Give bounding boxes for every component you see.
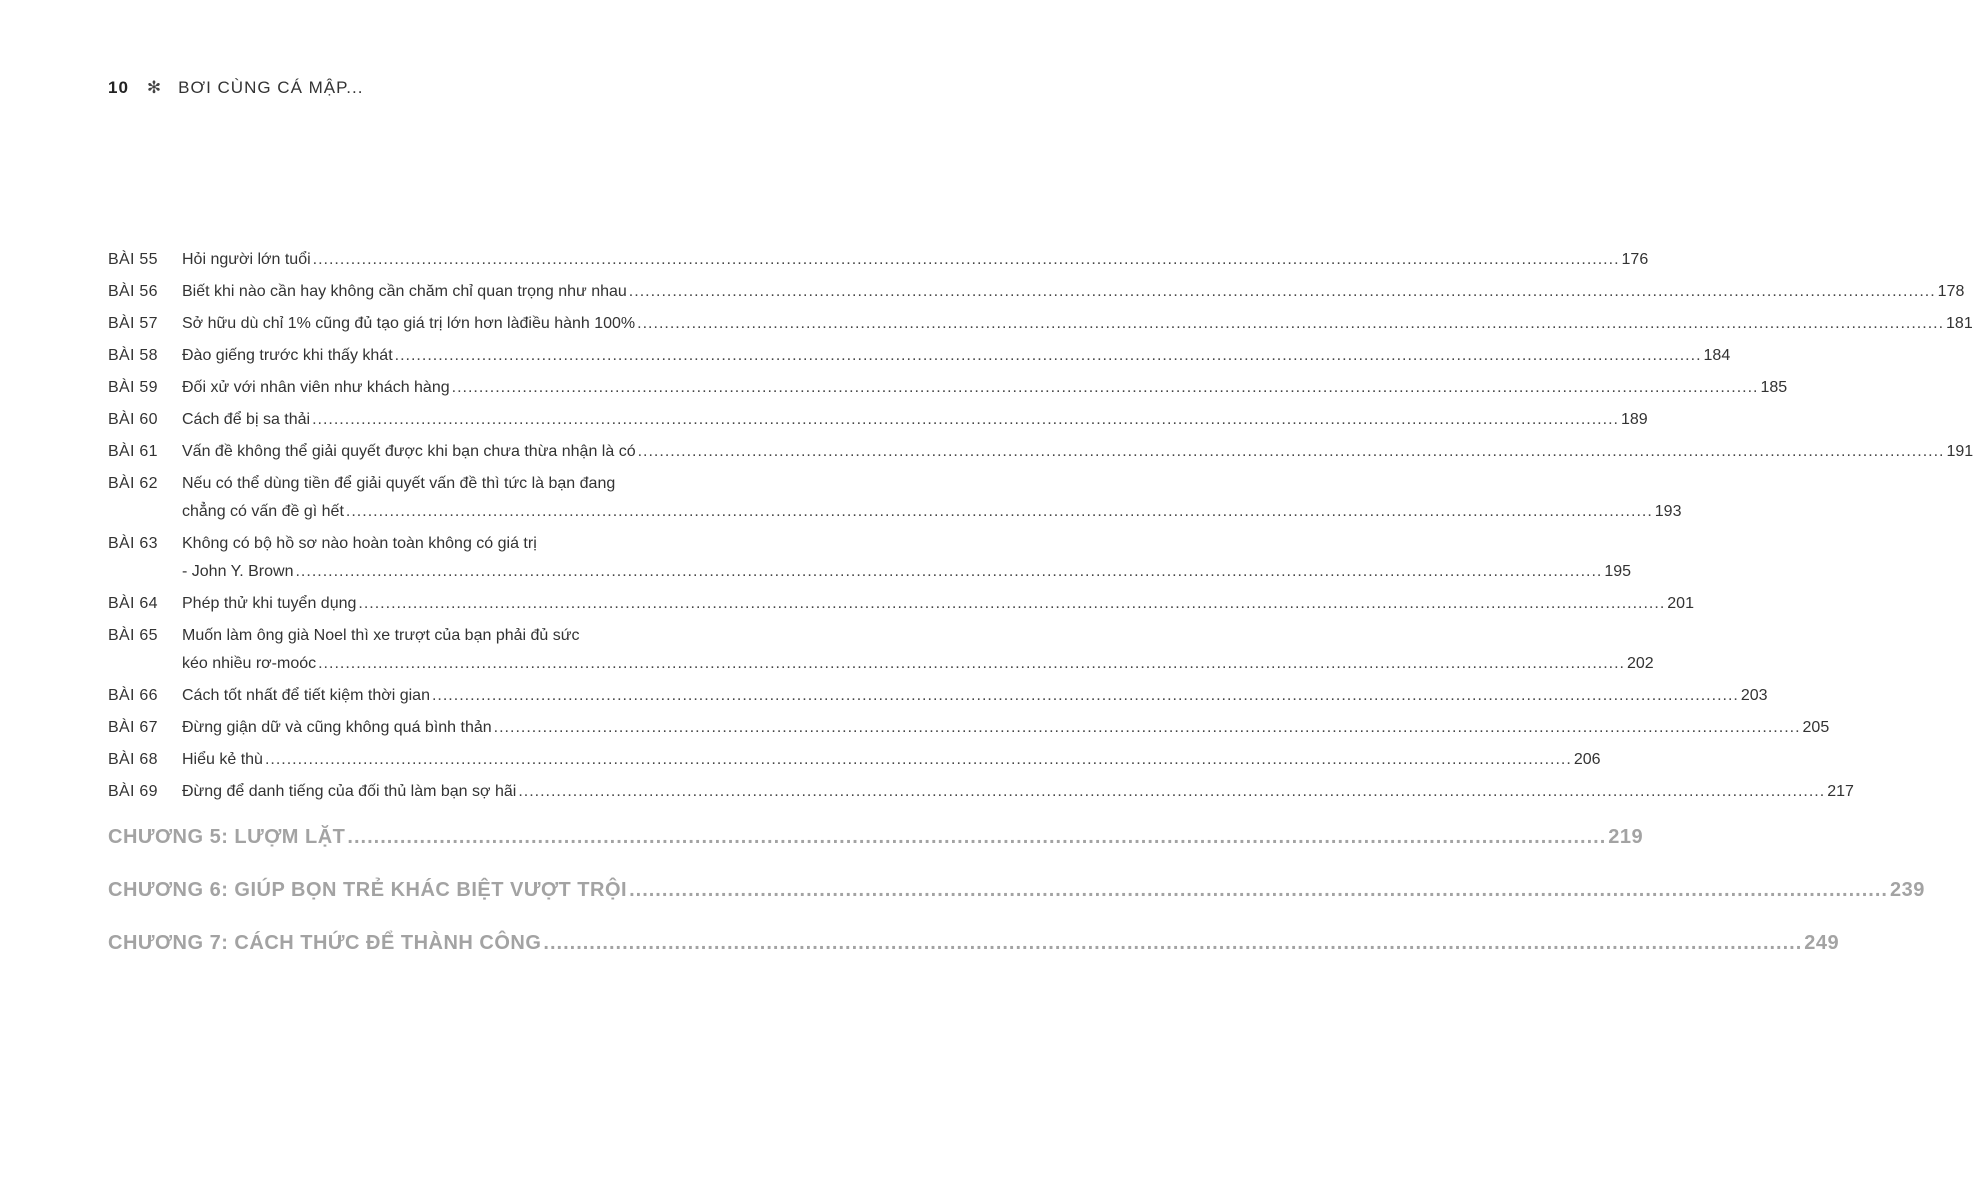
entry-line xyxy=(182,714,1829,742)
lesson-title: Đừng để danh tiếng của đối thủ làm bạn sợ hãi xyxy=(182,783,517,800)
entry-body xyxy=(182,714,1829,742)
lesson-label: BÀI 68 xyxy=(108,751,158,768)
lesson-label: BÀI 59 xyxy=(108,379,158,396)
lesson-label: BÀI 64 xyxy=(108,595,158,612)
page-ref: 184 xyxy=(1703,347,1731,364)
lesson-title: Biết khi nào cần hay không cần chăm chỉ quan trọng như nhau xyxy=(182,283,627,300)
lesson-title: chẳng có vấn đề gì hết xyxy=(182,503,344,520)
table-of-contents xyxy=(108,246,1973,955)
lesson-title: Muốn làm ông già Noel thì xe trượt của bạn phải đủ sức xyxy=(182,627,580,644)
lesson-label: BÀI 58 xyxy=(108,347,158,364)
dot-leader xyxy=(318,650,1625,678)
chapter-entry xyxy=(108,826,1644,849)
lesson-title: Cách để bị sa thải xyxy=(182,411,311,428)
lesson-label: BÀI 63 xyxy=(108,535,158,552)
entry-line xyxy=(182,310,1973,338)
entry-line xyxy=(182,374,1787,402)
entry-line xyxy=(182,622,1654,650)
page-ref: 193 xyxy=(1654,503,1682,520)
entry-body xyxy=(182,682,1768,710)
entry-line xyxy=(182,438,1973,466)
page-ref: 217 xyxy=(1827,783,1854,800)
lesson-label: BÀI 60 xyxy=(108,411,158,428)
lesson-title: kéo nhiều rơ-moóc xyxy=(182,655,317,672)
toc-entry xyxy=(108,530,1632,586)
entry-body xyxy=(182,278,1964,306)
dot-leader xyxy=(638,438,1945,466)
lesson-label: BÀI 69 xyxy=(108,783,158,800)
dot-leader xyxy=(518,778,1825,806)
chapter-page-ref: 249 xyxy=(1804,932,1840,954)
entry-line xyxy=(182,746,1601,774)
dot-leader xyxy=(432,682,1739,710)
page-ref: 195 xyxy=(1604,563,1632,580)
book-title: BƠI CÙNG CÁ MẬP... xyxy=(178,78,364,97)
dot-leader xyxy=(629,879,1888,902)
chapter-page-ref: 219 xyxy=(1608,826,1644,848)
page-ref: 201 xyxy=(1667,595,1694,612)
chapter-title: CHƯƠNG 6: GIÚP BỌN TRẺ KHÁC BIỆT VƯỢT TRỘI xyxy=(108,879,628,901)
lesson-title: Đối xử với nhân viên như khách hàng xyxy=(182,379,450,396)
dot-leader xyxy=(494,714,1801,742)
chapter-list xyxy=(108,826,1925,955)
lesson-title: Phép thử khi tuyển dụng xyxy=(182,595,357,612)
running-header xyxy=(108,78,363,98)
entry-body xyxy=(182,374,1787,402)
toc-entry xyxy=(108,714,1830,742)
lesson-title: Nếu có thể dùng tiền để giải quyết vấn đề thì tức là bạn đang xyxy=(182,475,616,492)
lesson-label: BÀI 62 xyxy=(108,475,158,492)
toc-entry xyxy=(108,438,1973,466)
dot-leader xyxy=(347,826,1606,849)
entry-line xyxy=(182,558,1631,586)
entry-line xyxy=(182,406,1648,434)
page-ref: 202 xyxy=(1626,655,1654,672)
toc-entry xyxy=(108,342,1731,370)
entry-body xyxy=(182,406,1648,434)
page-ref: 185 xyxy=(1760,379,1788,396)
lesson-list xyxy=(108,246,1973,806)
toc-entry xyxy=(108,406,1648,434)
entry-body xyxy=(182,342,1730,370)
page-ref: 203 xyxy=(1740,687,1768,704)
dot-leader xyxy=(395,342,1702,370)
dot-leader xyxy=(452,374,1759,402)
lesson-label: BÀI 67 xyxy=(108,719,158,736)
lesson-title: Đừng giận dữ và cũng không quá bình thản xyxy=(182,719,492,736)
lesson-label: BÀI 57 xyxy=(108,315,158,332)
page-ref: 191 xyxy=(1946,443,1973,460)
dot-leader xyxy=(543,932,1802,955)
entry-body xyxy=(182,310,1973,338)
page-ref: 176 xyxy=(1621,251,1649,268)
dot-leader xyxy=(637,310,1944,338)
dot-leader xyxy=(313,246,1620,274)
entry-line xyxy=(182,470,1681,498)
entry-line xyxy=(182,530,1631,558)
dot-leader xyxy=(358,590,1665,618)
page-ref: 181 xyxy=(1946,315,1973,332)
lesson-label: BÀI 55 xyxy=(108,251,158,268)
entry-body xyxy=(182,438,1973,466)
toc-entry xyxy=(108,622,1654,678)
chapter-page-ref: 239 xyxy=(1889,879,1925,901)
chapter-entry xyxy=(108,879,1925,902)
lesson-title: Sở hữu dù chỉ 1% cũng đủ tạo giá trị lớn hơn làđiều hành 100% xyxy=(182,315,636,332)
dot-leader xyxy=(346,498,1653,526)
lesson-title: - John Y. Brown xyxy=(182,563,294,580)
entry-line xyxy=(182,498,1681,526)
toc-entry xyxy=(108,682,1768,710)
toc-entry xyxy=(108,746,1601,774)
entry-body xyxy=(182,622,1654,678)
chapter-title: CHƯƠNG 7: CÁCH THỨC ĐỂ THÀNH CÔNG xyxy=(108,932,542,954)
entry-line xyxy=(182,778,1854,806)
asterisk-icon: ✻ xyxy=(146,78,163,97)
lesson-title: Đào giếng trước khi thấy khát xyxy=(182,347,393,364)
entry-line xyxy=(182,682,1768,710)
entry-line xyxy=(182,650,1654,678)
toc-entry xyxy=(108,470,1682,526)
entry-line xyxy=(182,342,1730,370)
entry-line xyxy=(182,246,1648,274)
chapter-entry xyxy=(108,932,1840,955)
lesson-title: Không có bộ hồ sơ nào hoàn toàn không có giá trị xyxy=(182,535,537,552)
entry-body xyxy=(182,746,1601,774)
page-ref: 205 xyxy=(1802,719,1830,736)
dot-leader xyxy=(312,406,1619,434)
lesson-label: BÀI 65 xyxy=(108,627,158,644)
toc-entry xyxy=(108,246,1649,274)
chapter-title: CHƯƠNG 5: LƯỢM LẶT xyxy=(108,826,346,848)
entry-body xyxy=(182,470,1681,526)
toc-entry xyxy=(108,310,1973,338)
entry-body xyxy=(182,246,1648,274)
toc-entry xyxy=(108,278,1965,306)
page-number: 10 xyxy=(108,78,129,97)
dot-leader xyxy=(265,746,1572,774)
lesson-label: BÀI 56 xyxy=(108,283,158,300)
entry-line xyxy=(182,278,1964,306)
lesson-title: Vấn đề không thể giải quyết được khi bạn chưa thừa nhận là có xyxy=(182,443,636,460)
lesson-title: Hỏi người lớn tuổi xyxy=(182,251,311,268)
entry-line xyxy=(182,590,1694,618)
toc-entry xyxy=(108,590,1694,618)
page-ref: 206 xyxy=(1573,751,1601,768)
page-ref: 178 xyxy=(1937,283,1965,300)
entry-body xyxy=(182,590,1694,618)
page-ref: 189 xyxy=(1620,411,1648,428)
lesson-label: BÀI 66 xyxy=(108,687,158,704)
lesson-title: Hiểu kẻ thù xyxy=(182,751,263,768)
entry-body xyxy=(182,778,1854,806)
lesson-label: BÀI 61 xyxy=(108,443,158,460)
dot-leader xyxy=(629,278,1936,306)
toc-entry xyxy=(108,778,1854,806)
entry-body xyxy=(182,530,1631,586)
lesson-title: Cách tốt nhất để tiết kiệm thời gian xyxy=(182,687,430,704)
toc-entry xyxy=(108,374,1788,402)
dot-leader xyxy=(295,558,1602,586)
